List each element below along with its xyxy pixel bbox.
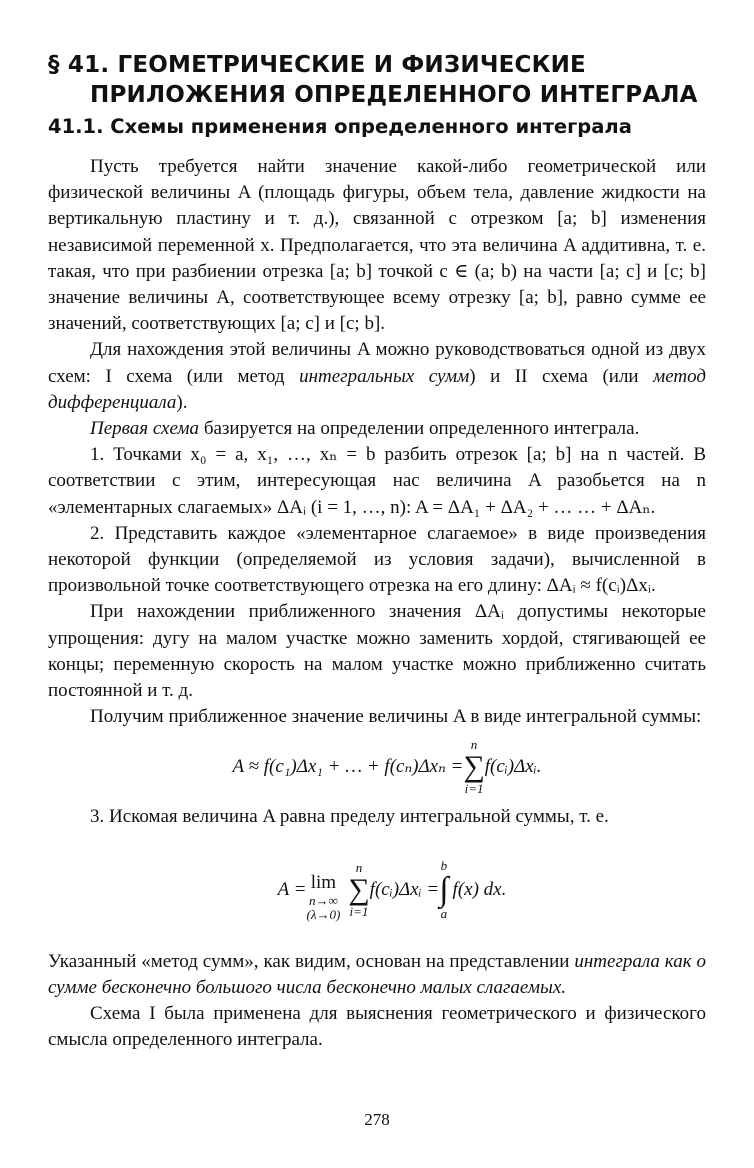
formula2-mid: f(cᵢ)Δxᵢ =	[369, 878, 440, 900]
formula1-left: A ≈ f(c₁)Δx₁ + … + f(cₙ)Δxₙ =	[232, 756, 464, 778]
p2-emphasis-differential-method: метод дифференциала	[48, 365, 707, 413]
formula2-lim-under-lambda: (λ→0)	[306, 906, 341, 922]
paragraph-step-3: 3. Искомая величина A равна пределу интегральной суммы, т. е.	[90, 806, 609, 828]
formula2-lim-under-n: n→∞	[308, 892, 338, 908]
formula2-left: A =	[277, 878, 307, 900]
page-number: 278	[364, 1110, 390, 1129]
p2-text-a: Для нахождения этой величины A можно руководствоваться одной из двух схем: I схема (или метод	[48, 339, 706, 387]
paragraph-first-scheme	[48, 416, 706, 442]
p9-text: Указанный «метод сумм», как видим, основан на представлении	[48, 950, 575, 972]
paragraph-step-2: 2. Представить каждое «элементарное слагаемое» в виде произведения некоторой функции (определяемой из условия задачи), вычисленной в произвольной точке соответствующего отрезка на его длину: ΔAᵢ ≈ f(cᵢ)Δxᵢ.	[48, 522, 706, 597]
formula2-lim-text: lim	[310, 871, 337, 893]
paragraph-simplifications: При нахождении приближенного значения ΔAᵢ допустимы некоторые упрощения: дугу на малом участке можно заменить хордой, стягивающей ее концы; переменную скорость на малом участке можно приближенно считать постоянной и т. д.	[48, 601, 706, 702]
formula-integral-sum	[48, 730, 706, 804]
formula1-right: f(cᵢ)Δxᵢ.	[484, 756, 542, 778]
paragraph-step-1: 1. Точками x₀ = a, x₁, …, xₙ = b разбить отрезок [a; b] на n частей. В соответствии с этим, интересующая нас величина A разобьется на n «элементарных слагаемых» ΔAᵢ (i = 1, …, n): A = ΔA₁ + ΔA₂ + … … + ΔAₙ.	[48, 444, 706, 518]
formula2-sum-upper: n	[355, 859, 363, 875]
subsection-title: 41.1. Схемы применения определенного интеграла	[48, 115, 632, 138]
paragraph-sum-method	[48, 949, 706, 1001]
formula1-sum-lower: i=1	[464, 781, 484, 797]
formula2-right: f(x) dx.	[452, 878, 507, 900]
sigma-icon: ∑	[348, 872, 370, 906]
p3-text: базируется на определении определенного интеграла.	[199, 418, 640, 440]
p2-emphasis-integral-sums: интегральных сумм	[299, 365, 470, 387]
section-title-line2: ПРИЛОЖЕНИЯ ОПРЕДЕЛЕННОГО ИНТЕГРАЛА	[90, 82, 698, 108]
p2-text-b: ) и II схема (или	[469, 365, 654, 387]
formula2-sum-symbol	[348, 861, 369, 919]
integral-icon: ∫	[439, 870, 449, 908]
formula-limit-integral	[48, 831, 706, 949]
sigma-icon: ∑	[463, 750, 485, 784]
paragraph-two-schemes	[48, 337, 706, 416]
paragraph-approximate-value: Получим приближенное значение величины A в виде интегральной суммы:	[90, 706, 702, 728]
formula1-sum-symbol	[463, 738, 484, 796]
p3-emphasis: Первая схема	[90, 418, 200, 440]
section-title-line1: § 41. ГЕОМЕТРИЧЕСКИЕ И ФИЗИЧЕСКИЕ	[48, 52, 586, 78]
p9-emphasis: интеграла как о сумме бесконечно большого числа бесконечно малых слагаемых.	[48, 950, 706, 998]
formula2-int-upper: b	[440, 857, 448, 873]
formula2-sum-lower: i=1	[349, 903, 369, 919]
formula1-sum-upper: n	[470, 737, 478, 753]
paragraph-intro: Пусть требуется найти значение какой-либо геометрической или физической величины A (площадь фигуры, объем тела, давление жидкости на вертикальную пластину и т. д.), связанной с отрезком [a; b] изменения независимой переменной x. Предполагается, что эта величина A аддитивна, т. е. такая, что при разбиении отрезка [a; b] точкой c ∈ (a; b) на части [a; c] и [c; b] значение величины A, соответствующее всему отрезку [a; b], равно сумме ее значений, соответствующих [a; c] и [c; b].	[48, 156, 706, 335]
formula2-int-lower: a	[440, 905, 448, 921]
section-title	[48, 50, 706, 110]
page-content	[48, 50, 706, 1053]
formula2-limit	[306, 872, 340, 922]
paragraph-scheme-one-usage: Схема I была применена для выяснения геометрического и физического смысла определенного интеграла.	[48, 1003, 706, 1051]
p2-text-c: ).	[176, 391, 188, 413]
formula2-integral-symbol	[439, 859, 448, 921]
